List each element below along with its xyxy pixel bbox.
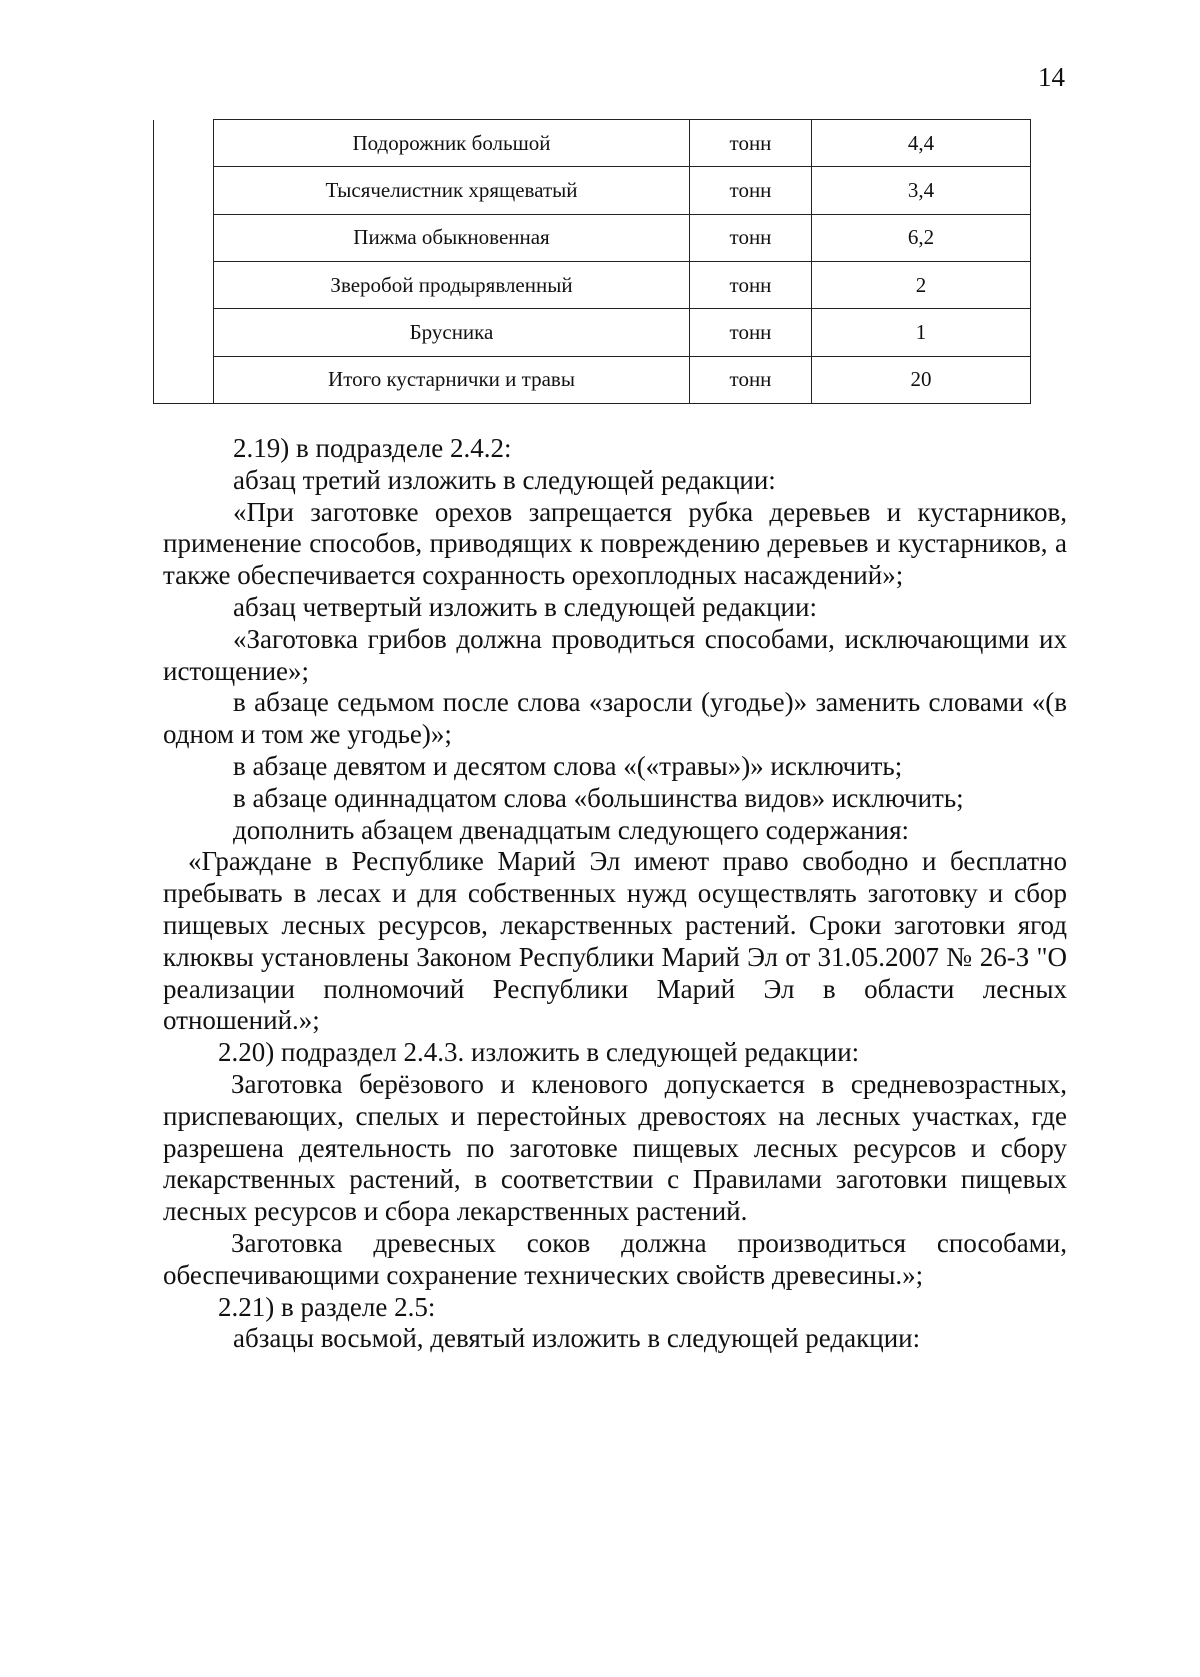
paragraph: дополнить абзацем двенадцатым следующего содержания: [233,814,910,845]
document-body [163,433,1067,1355]
paragraph: Заготовка берёзового и кленового допускается в средневозрастных, приспевающих, спелых и перестойных древостоях на лесных участках, где разрешена деятельность по заготовке пищевых лесных ресурсов и сбору лекарственных растений, в соответствии с Правилами заготовки пищевых лесных ресурсов и сбора лекарственных растений. [163,1068,1067,1227]
plant-name-cell: Подорожник большой [214,120,690,167]
page-number: 14 [1038,62,1065,92]
paragraph: «Заготовка грибов должна проводиться способами, исключающими их истощение»; [163,623,1067,686]
table-total-row [154,356,1031,403]
plant-name-cell: Брусника [214,309,690,356]
value-cell: 3,4 [812,167,1031,214]
paragraph: 2.19) в подразделе 2.4.2: [233,433,512,463]
unit-cell: тонн [690,214,812,261]
paragraph: абзац третий изложить в следующей редакции: [233,464,776,495]
table-row [154,120,1031,167]
paragraph: «Граждане в Республике Марий Эл имеют право свободно и бесплатно пребывать в лесах и для собственных нужд осуществлять заготовку и сбор пищевых лесных ресурсов, лекарственных растений. Сроки заготовки ягод клюквы установлены Законом Республики Марий Эл от 31.05.2007 № 26-З "О реализации полномочий Республики Марий Эл в области лесных отношений.»; [163,846,1067,1036]
table-row [154,261,1031,308]
unit-cell: тонн [690,356,812,403]
plant-name-cell: Итого кустарнички и травы [214,356,690,403]
paragraph: 2.20) подраздел 2.4.3. изложить в следующей редакции: [218,1037,860,1068]
plant-harvest-table [153,119,1031,404]
value-cell: 2 [812,261,1031,308]
table-row [154,214,1031,261]
paragraph: в абзаце девятом и десятом слова «(«травы»)» исключить; [233,750,903,781]
paragraph: абзацы восьмой, девятый изложить в следующей редакции: [233,1323,921,1354]
paragraph: абзац четвертый изложить в следующей редакции: [233,591,817,622]
value-cell: 1 [812,309,1031,356]
paragraph: Заготовка древесных соков должна производиться способами, обеспечивающими сохранение технических свойств древесины.»; [163,1227,1067,1290]
unit-cell: тонн [690,120,812,167]
table-index-cell [154,120,214,404]
table-row [154,309,1031,356]
plant-name-cell: Зверобой продырявленный [214,261,690,308]
unit-cell: тонн [690,167,812,214]
plant-name-cell: Тысячелистник хрящеватый [214,167,690,214]
value-cell: 4,4 [812,120,1031,167]
paragraph: в абзаце одиннадцатом слова «большинства видов» исключить; [233,782,964,813]
table-row [154,167,1031,214]
value-cell: 6,2 [812,214,1031,261]
unit-cell: тонн [690,261,812,308]
paragraph: 2.21) в разделе 2.5: [218,1291,436,1322]
paragraph: «При заготовке орехов запрещается рубка деревьев и кустарников, применение способов, приводящих к повреждению деревьев и кустарников, а также обеспечивается сохранность орехоплодных насаждений»; [163,496,1067,591]
paragraph: в абзаце седьмом после слова «заросли (угодье)» заменить словами «(в одном и том же угодье)»; [163,687,1067,750]
value-cell: 20 [812,356,1031,403]
unit-cell: тонн [690,309,812,356]
plant-name-cell: Пижма обыкновенная [214,214,690,261]
